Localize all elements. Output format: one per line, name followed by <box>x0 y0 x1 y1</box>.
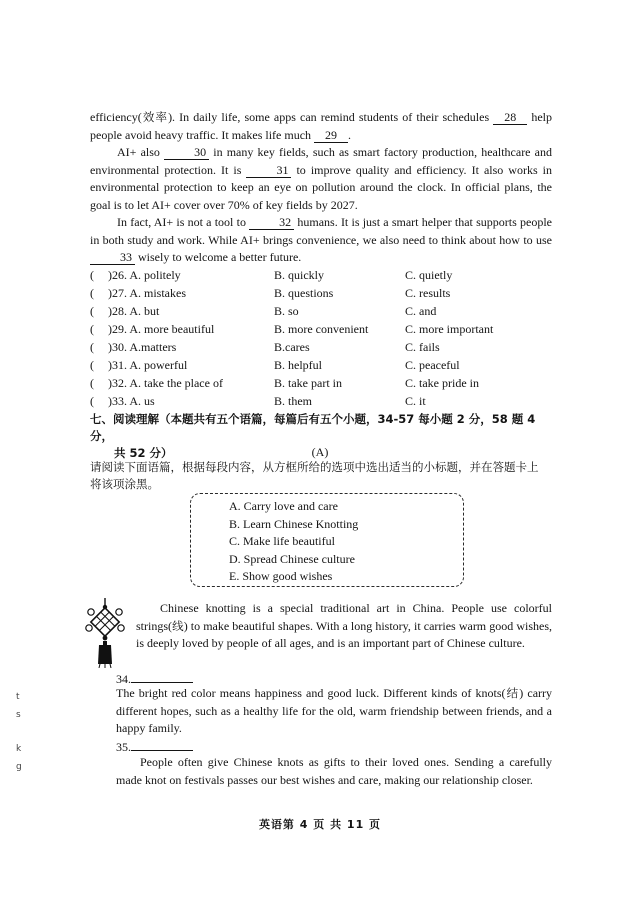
passage-paragraph-2: The bright red color means happiness and good luck. Different kinds of knots(结) carry different hopes, such as a healthy life for the old, warm friendship between friends, and a happy family. <box>116 686 553 735</box>
option-a: )33. A. us <box>108 394 155 408</box>
option-b: B.cares <box>274 340 310 354</box>
cloze-paragraph-1: efficiency(效率). In daily life, some apps can remind students of their schedules 28 help people avoid heavy traffic. It makes life much 29 . <box>90 110 552 142</box>
option-row-28 <box>90 303 560 321</box>
option-b: B. quickly <box>274 268 324 282</box>
margin-mark: g <box>16 762 22 772</box>
page-footer: 英语第 4 页 共 11 页 <box>258 818 382 831</box>
blank-32[interactable]: 32 <box>249 216 294 230</box>
answer-paren[interactable]: ( <box>90 286 94 300</box>
cloze-paragraph-3: In fact, AI+ is not a tool to 32 humans. It is just a smart helper that supports people in both study and work. While AI+ brings convenience, we also need to think about how to use 33 wisely to welcome a better future. <box>90 215 552 264</box>
blank-28[interactable]: 28 <box>493 111 527 125</box>
option-c: C. fails <box>405 340 440 354</box>
answer-paren[interactable]: ( <box>90 358 94 372</box>
answer-paren[interactable]: ( <box>90 376 94 390</box>
answer-paren[interactable]: ( <box>90 340 94 354</box>
box-option-d: D. Spread Chinese culture <box>229 551 355 566</box>
option-a: )26. A. politely <box>108 268 181 282</box>
option-row-33 <box>90 393 560 411</box>
instruction: 请阅读下面语篇，根据每段内容，从方框所给的选项中选出适当的小标题，并在答题卡上 将该项涂黑。 <box>90 460 539 491</box>
option-a: )32. A. take the place of <box>108 376 223 390</box>
option-c: C. take pride in <box>405 376 479 390</box>
section-heading: 七、阅读理解（本题共有五个语篇，每篇后有五个小题，34-57 每小题 2 分，58 题 4 分， 共 52 分） <box>90 412 536 460</box>
passage-paragraph-3: People often give Chinese knots as gifts to their loved ones. Sending a carefully made knot on festivals passes our best wishes and care, making our relationship closer. <box>116 755 552 787</box>
option-c: C. it <box>405 394 426 408</box>
box-option-c: C. Make life beautiful <box>229 534 335 548</box>
answer-paren[interactable]: ( <box>90 268 94 282</box>
option-c: C. results <box>405 286 451 300</box>
option-row-31 <box>90 357 560 375</box>
option-b: B. take part in <box>274 376 342 390</box>
blank-33[interactable]: 33 <box>90 251 135 265</box>
box-option-b: B. Learn Chinese Knotting <box>229 516 359 531</box>
option-row-29 <box>90 321 560 339</box>
option-c: C. more important <box>405 322 494 336</box>
margin-mark: s <box>16 710 21 720</box>
option-c: C. quietly <box>405 268 453 282</box>
option-row-27 <box>90 285 560 303</box>
blank-30[interactable]: 30 <box>164 146 209 160</box>
blank-31[interactable]: 31 <box>246 164 291 178</box>
margin-mark: t <box>16 692 20 702</box>
passage-paragraph-1: Chinese knotting is a special traditional art in China. People use colorful strings(线) to make beautiful shapes. With a long history, it carries warm good wishes, is deeply loved by people of all ages, and is an important part of Chinese culture. <box>136 601 552 650</box>
box-option-a: A. Carry love and care <box>229 499 338 513</box>
answer-line-35[interactable] <box>131 738 193 751</box>
question-34: 34. <box>116 670 193 687</box>
option-row-26 <box>90 267 560 285</box>
box-option-e: E. Show good wishes <box>229 569 333 583</box>
blank-29[interactable]: 29 <box>314 129 348 143</box>
option-b: B. so <box>274 304 299 318</box>
option-b: B. helpful <box>274 358 322 372</box>
option-a: )28. A. but <box>108 304 160 318</box>
heading-options-box <box>190 493 464 587</box>
margin-mark: k <box>16 744 22 754</box>
question-35: 35. <box>116 738 193 755</box>
answer-line-34[interactable] <box>131 670 193 683</box>
option-b: B. them <box>274 394 312 408</box>
chinese-knot-icon <box>82 598 128 668</box>
answer-paren[interactable]: ( <box>90 394 94 408</box>
option-a: )29. A. more beautiful <box>108 322 215 336</box>
option-row-32 <box>90 375 560 393</box>
option-c: C. peaceful <box>405 358 460 372</box>
cloze-paragraph-2: AI+ also 30 in many key fields, such as smart factory production, healthcare and environmental protection. It is 31 to improve quality and efficiency. It also works in environmental protection to keep an eye on pollution around the clock. In official plans, the goal is to let AI+ cover over 70% of key fields by 2027. <box>90 145 553 212</box>
option-a: )31. A. powerful <box>108 358 188 372</box>
option-row-30 <box>90 339 560 357</box>
option-b: B. more convenient <box>274 322 369 336</box>
option-c: C. and <box>405 304 437 318</box>
passage-label: (A) <box>311 445 329 459</box>
option-a: )27. A. mistakes <box>108 286 186 300</box>
option-a: )30. A.matters <box>108 340 177 354</box>
option-b: B. questions <box>274 286 334 300</box>
answer-paren[interactable]: ( <box>90 304 94 318</box>
answer-paren[interactable]: ( <box>90 322 94 336</box>
